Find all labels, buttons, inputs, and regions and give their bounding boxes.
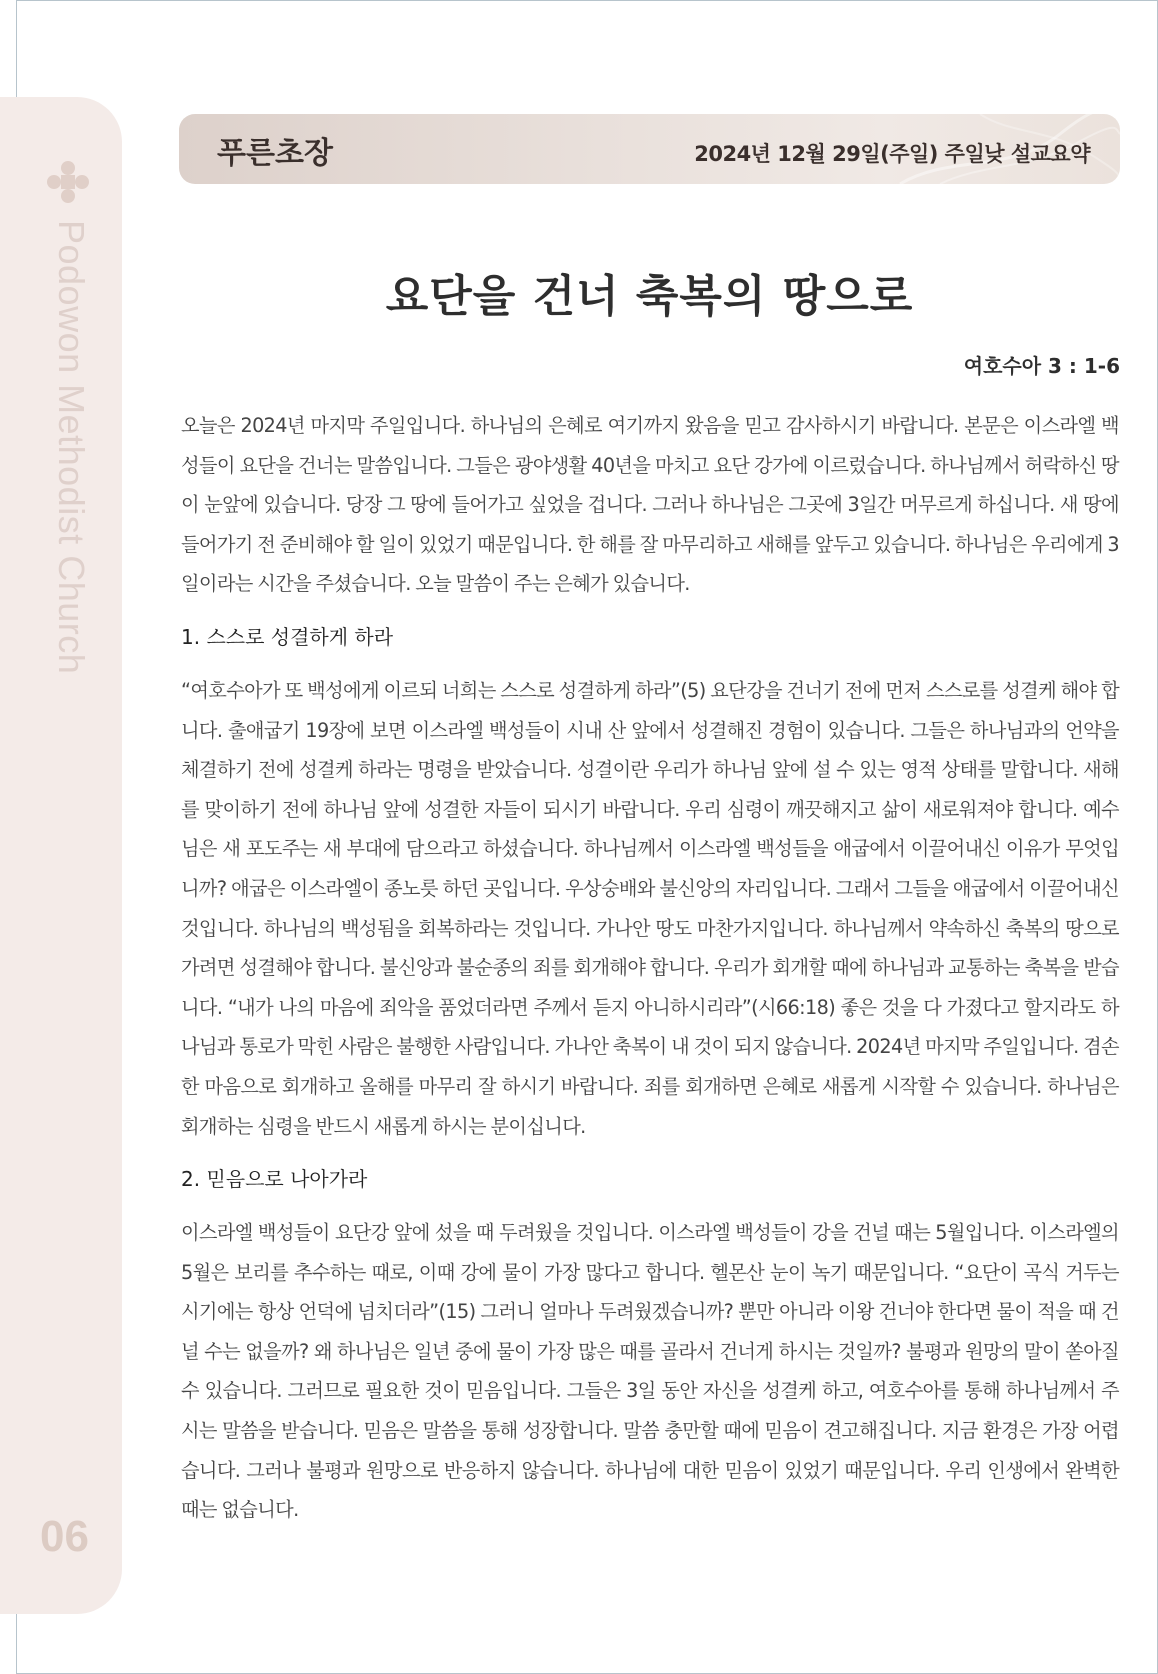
- section-1-heading: 1. 스스로 성결하게 하라: [181, 624, 394, 649]
- section-1-paragraph: “여호수아가 또 백성에게 이르되 너희는 스스로 성결하게 하라”(5) 요단강을 건너기 전에 먼저 스스로를 성결케 해야 합니다. 출애굽기 19장에 보면 이스라엘 백성들이 시내 산 앞에서 성결해진 경험이 있습니다. 그들은 하나님과의 언약을 체결하기 전에 성결케 하라는 명령을 받았습니다. 성결이란 우리가 하나님 앞에 설 수 있는 영적 상태를 말합니다. 새해를 맞이하기 전에 하나님 앞에 성결한 자들이 되시기 바랍니다. 우리 심령이 깨끗해지고 삶이 새로워져야 합니다. 예수님은 새 포도주는 새 부대에 담으라고 하셨습니다. 하나님께서 이스라엘 백성들을 애굽에서 이끌어내신 이유가 무엇입니까? 애굽은 이스라엘이 종노릇 하던 곳입니다. 우상숭배와 불신앙의 자리입니다. 그래서 그들을 애굽에서 이끌어내신 것입니다. 하나님의 백성됨을 회복하라는 것입니다. 가나안 땅도 마찬가지입니다. 하나님께서 약속하신 축복의 땅으로 가려면 성결해야 합니다. 불신앙과 불순종의 죄를 회개해야 합니다. 우리가 회개할 때에 하나님과 교통하는 축복을 받습니다. “내가 나의 마음에 죄악을 품었더라면 주께서 듣지 아니하시리라”(시66:18) 좋은 것을 다 가졌다고 할지라도 하나님과 통로가 막힌 사람은 불행한 사람입니다. 가나안 축복이 내 것이 되지 않습니다. 2024년 마지막 주일입니다. 겸손한 마음으로 회개하고 올해를 마무리 잘 하시기 바랍니다. 죄를 회개하면 은혜로 새롭게 시작할 수 있습니다. 하나님은 회개하는 심령을 반드시 새롭게 하시는 분이십니다.: [181, 678, 1119, 1138]
- intro-paragraph: 오늘은 2024년 마지막 주일입니다. 하나님의 은혜로 여기까지 왔음을 믿고 감사하시기 바랍니다. 본문은 이스라엘 백성들이 요단을 건너는 말씀입니다. 그들은 광야생활 40년을 마치고 요단 강가에 이르렀습니다. 하나님께서 허락하신 땅이 눈앞에 있습니다. 당장 그 땅에 들어가고 싶었을 겁니다. 그러나 하나님은 그곳에 3일간 머무르게 하십니다. 새 땅에 들어가기 전 준비해야 할 일이 있었기 때문입니다. 한 해를 잘 마무리하고 새해를 앞두고 있습니다. 하나님은 우리에게 3일이라는 시간을 주셨습니다. 오늘 말씀이 주는 은혜가 있습니다.: [181, 414, 1119, 596]
- section-2-heading: 2. 믿음으로 나아가라: [181, 1167, 368, 1192]
- church-cross-logo-icon: [44, 158, 92, 206]
- section-header-bar: [179, 114, 1120, 184]
- sermon-date: 2024년 12월 29일(주일) 주일낮 설교요약: [694, 142, 1090, 166]
- section-name: 푸른초장: [217, 136, 333, 171]
- sermon-body: [181, 406, 1119, 1530]
- church-name-vertical: Podowon Methodist Church: [51, 220, 92, 675]
- sermon-title: 요단을 건너 축복의 땅으로: [385, 271, 914, 322]
- section-2-paragraph: 이스라엘 백성들이 요단강 앞에 섰을 때 두려웠을 것입니다. 이스라엘 백성들이 강을 건널 때는 5월입니다. 이스라엘의 5월은 보리를 추수하는 때로, 이때 강에 물이 가장 많다고 합니다. 헬몬산 눈이 녹기 때문입니다. “요단이 곡식 거두는 시기에는 항상 언덕에 넘치더라”(15) 그러니 얼마나 두려웠겠습니까? 뿐만 아니라 이왕 건너야 한다면 물이 적을 때 건널 수는 없을까? 왜 하나님은 일년 중에 물이 가장 많은 때를 골라서 건너게 하시는 것일까? 불평과 원망의 말이 쏟아질 수 있습니다. 그러므로 필요한 것이 믿음입니다. 그들은 3일 동안 자신을 성결케 하고, 여호수아를 통해 하나님께서 주시는 말씀을 받습니다. 믿음은 말씀을 통해 성장합니다. 말씀 충만할 때에 믿음이 견고해집니다. 지금 환경은 가장 어렵습니다. 그러나 불평과 원망으로 반응하지 않습니다. 하나님에 대한 믿음이 있었기 때문입니다. 우리 인생에서 완벽한 때는 없습니다.: [181, 1221, 1119, 1522]
- scripture-reference: 여호수아 3 : 1-6: [963, 354, 1120, 378]
- page-number: 06: [40, 1512, 89, 1561]
